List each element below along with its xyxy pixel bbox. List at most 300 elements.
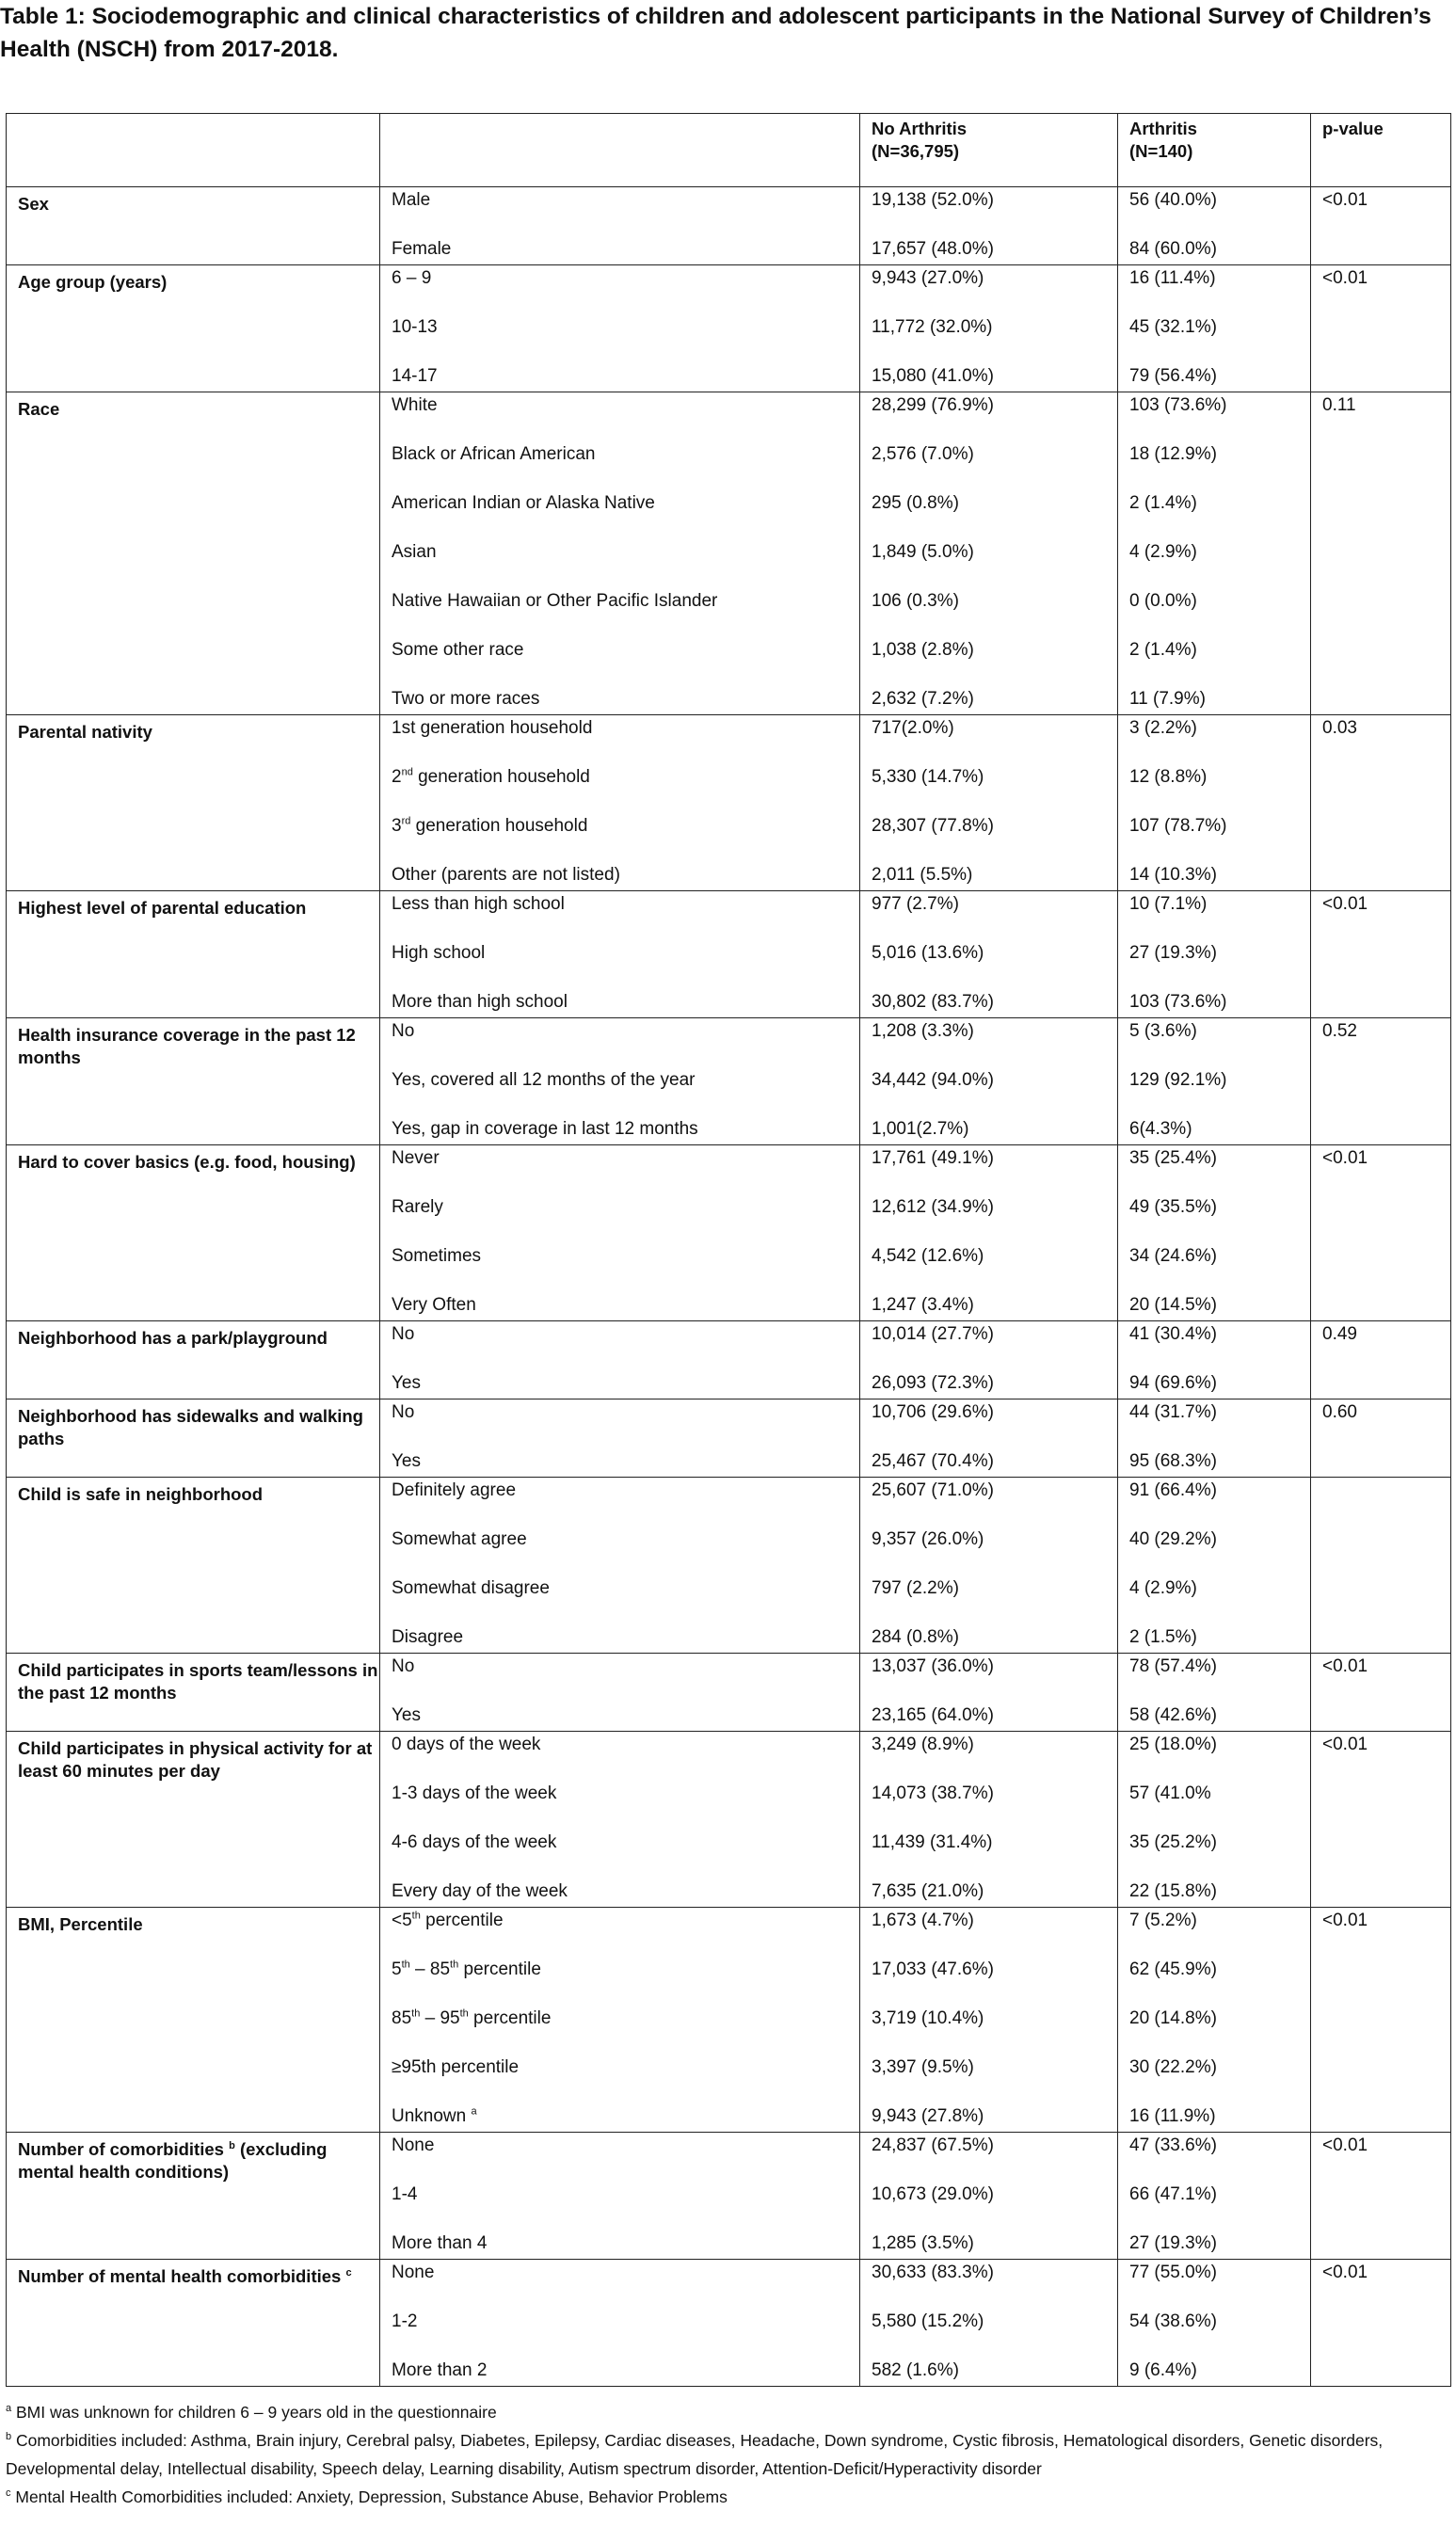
pvalue-cell bbox=[1311, 187, 1451, 265]
level-label bbox=[392, 187, 859, 236]
variable-label: Sex bbox=[18, 194, 49, 214]
level-text: Yes, gap in coverage in last 12 months bbox=[392, 1119, 698, 1139]
arthritis-value: 18 (12.9%) bbox=[1129, 444, 1217, 464]
level-label bbox=[392, 1732, 859, 1781]
arthritis-cell bbox=[1118, 1478, 1311, 1654]
level-label bbox=[392, 2103, 859, 2132]
level-label bbox=[392, 1654, 859, 1703]
arthritis-value: 91 (66.4%) bbox=[1129, 1480, 1217, 1500]
level-label bbox=[392, 2182, 859, 2231]
no-arthritis-value: 17,657 (48.0%) bbox=[872, 239, 994, 259]
arthritis-value: 30 (22.2%) bbox=[1129, 2057, 1217, 2077]
arthritis-value: 78 (57.4%) bbox=[1129, 1656, 1217, 1676]
level-cell bbox=[380, 392, 860, 715]
arthritis-value: 49 (35.5%) bbox=[1129, 1197, 1217, 1217]
level-label bbox=[392, 1145, 859, 1194]
arthritis-value: 2 (1.4%) bbox=[1129, 493, 1197, 513]
pvalue-cell bbox=[1311, 1321, 1451, 1399]
arthritis-value: 77 (55.0%) bbox=[1129, 2263, 1217, 2282]
arthritis-cell bbox=[1118, 2260, 1311, 2387]
level-label bbox=[392, 392, 859, 441]
arthritis-cell bbox=[1118, 1321, 1311, 1399]
table-row bbox=[7, 1478, 1451, 1654]
arthritis-cell bbox=[1118, 1399, 1311, 1478]
level-label bbox=[392, 686, 859, 714]
pvalue-text: <0.01 bbox=[1322, 2135, 1368, 2155]
level-text: Male bbox=[392, 190, 431, 210]
level-text: Very Often bbox=[392, 1295, 476, 1315]
arthritis-cell bbox=[1118, 1654, 1311, 1732]
pvalue-text: <0.01 bbox=[1322, 1911, 1368, 1930]
level-text: percentile bbox=[458, 1959, 541, 1979]
level-superscript: a bbox=[471, 2105, 477, 2118]
characteristics-table bbox=[6, 113, 1451, 2387]
arthritis-cell bbox=[1118, 1908, 1311, 2133]
arthritis-value: 3 (2.2%) bbox=[1129, 718, 1197, 738]
level-label bbox=[392, 1067, 859, 1116]
pvalue-cell bbox=[1311, 891, 1451, 1018]
level-label bbox=[392, 1321, 859, 1370]
footnote-mark: a bbox=[6, 2403, 12, 2415]
footnote-text: Comorbidities included: Asthma, Brain injury, Cerebral palsy, Diabetes, Epilepsy, Cardiac diseases, Headache, Down syndrome, Cystic fibrosis, Hematological disorders, Genetic disorders, Developmental delay, Intellectual disability, Speech delay, Learning disability, Autism spectrum disorder, Attention-Deficit/Hyperactivity disorder bbox=[6, 2431, 1384, 2478]
pvalue-text: <0.01 bbox=[1322, 2263, 1368, 2282]
level-cell bbox=[380, 891, 860, 1018]
level-label bbox=[392, 490, 859, 539]
level-text: 1-4 bbox=[392, 2184, 418, 2204]
level-label bbox=[392, 940, 859, 989]
level-label bbox=[392, 441, 859, 490]
level-cell bbox=[380, 265, 860, 392]
level-text: generation household bbox=[410, 816, 588, 836]
arthritis-value: 103 (73.6%) bbox=[1129, 395, 1227, 415]
footnote-text: Mental Health Comorbidities included: Anxiety, Depression, Substance Abuse, Behavior Problems bbox=[10, 2487, 728, 2506]
level-text: 0 days of the week bbox=[392, 1735, 541, 1754]
no-arthritis-value: 9,357 (26.0%) bbox=[872, 1529, 984, 1549]
no-arthritis-cell bbox=[860, 2260, 1118, 2387]
level-text: Two or more races bbox=[392, 689, 540, 709]
arthritis-value: 84 (60.0%) bbox=[1129, 239, 1217, 259]
no-arthritis-cell bbox=[860, 1399, 1118, 1478]
level-text: Somewhat agree bbox=[392, 1529, 527, 1549]
level-label bbox=[392, 862, 859, 890]
level-text: Asian bbox=[392, 542, 437, 562]
no-arthritis-cell bbox=[860, 1908, 1118, 2133]
level-text: No bbox=[392, 1021, 415, 1041]
level-text: Unknown bbox=[392, 2106, 472, 2126]
arthritis-value: 40 (29.2%) bbox=[1129, 1529, 1217, 1549]
footnotes bbox=[6, 2398, 1451, 2511]
footnote bbox=[6, 2483, 1451, 2511]
arthritis-value: 7 (5.2%) bbox=[1129, 1911, 1197, 1930]
pvalue-text: <0.01 bbox=[1322, 1148, 1368, 1168]
level-prefix: 5 bbox=[392, 1959, 402, 1979]
arthritis-value: 35 (25.2%) bbox=[1129, 1832, 1217, 1852]
level-label bbox=[392, 2055, 859, 2103]
level-text: Yes bbox=[392, 1705, 421, 1725]
variable-label: Highest level of parental education bbox=[18, 898, 307, 918]
variable-cell bbox=[7, 1145, 380, 1321]
level-label bbox=[392, 236, 859, 264]
pvalue-cell bbox=[1311, 715, 1451, 891]
level-text: Definitely agree bbox=[392, 1480, 517, 1500]
arthritis-value: 14 (10.3%) bbox=[1129, 865, 1217, 885]
arthritis-value: 5 (3.6%) bbox=[1129, 1021, 1197, 1041]
level-superscript: th bbox=[450, 1959, 459, 1971]
arthritis-value: 6(4.3%) bbox=[1129, 1119, 1192, 1139]
arthritis-cell bbox=[1118, 891, 1311, 1018]
no-arthritis-value: 11,439 (31.4%) bbox=[872, 1832, 993, 1852]
variable-label: Child participates in sports team/lessons in the past 12 months bbox=[18, 1660, 378, 1703]
variable-cell bbox=[7, 715, 380, 891]
level-label bbox=[392, 1292, 859, 1320]
variable-label-rest: (excluding mental health conditions) bbox=[18, 2139, 328, 2182]
level-superscript: nd bbox=[401, 766, 413, 778]
no-arthritis-value: 34,442 (94.0%) bbox=[872, 1070, 994, 1090]
variable-cell bbox=[7, 891, 380, 1018]
no-arthritis-value: 9,943 (27.0%) bbox=[872, 268, 984, 288]
no-arthritis-cell bbox=[860, 1654, 1118, 1732]
no-arthritis-cell bbox=[860, 1145, 1118, 1321]
level-text: High school bbox=[392, 943, 486, 963]
pvalue-text: <0.01 bbox=[1322, 268, 1368, 288]
table-row bbox=[7, 715, 1451, 891]
table-row bbox=[7, 187, 1451, 265]
variable-label: Neighborhood has sidewalks and walking paths bbox=[18, 1406, 363, 1448]
no-arthritis-cell bbox=[860, 891, 1118, 1018]
level-label bbox=[392, 1116, 859, 1144]
arthritis-value: 45 (32.1%) bbox=[1129, 317, 1217, 337]
level-label bbox=[392, 1370, 859, 1399]
no-arthritis-value: 1,849 (5.0%) bbox=[872, 542, 974, 562]
level-text: Yes bbox=[392, 1373, 421, 1393]
level-label bbox=[392, 1527, 859, 1575]
level-label bbox=[392, 1957, 859, 2006]
no-arthritis-value: 30,802 (83.7%) bbox=[872, 992, 994, 1012]
arthritis-value: 44 (31.7%) bbox=[1129, 1402, 1217, 1422]
level-text: No bbox=[392, 1656, 415, 1676]
pvalue-cell bbox=[1311, 2260, 1451, 2387]
level-superscript: rd bbox=[401, 815, 411, 827]
level-text: 14-17 bbox=[392, 366, 438, 386]
level-cell bbox=[380, 1399, 860, 1478]
header-no-arthritis bbox=[860, 114, 1118, 187]
level-prefix: 2 bbox=[392, 767, 402, 787]
arthritis-value: 56 (40.0%) bbox=[1129, 190, 1217, 210]
variable-label: Health insurance coverage in the past 12 months bbox=[18, 1025, 356, 1067]
no-arthritis-cell bbox=[860, 715, 1118, 891]
arthritis-cell bbox=[1118, 1732, 1311, 1908]
arthritis-value: 62 (45.9%) bbox=[1129, 1959, 1217, 1979]
level-label bbox=[392, 1624, 859, 1653]
level-label bbox=[392, 813, 859, 862]
pvalue-cell bbox=[1311, 1732, 1451, 1908]
level-superscript: th bbox=[401, 1959, 410, 1971]
variable-label: Neighborhood has a park/playground bbox=[18, 1328, 328, 1348]
level-label bbox=[392, 2309, 859, 2358]
no-arthritis-cell bbox=[860, 1321, 1118, 1399]
level-text: percentile bbox=[420, 1911, 504, 1930]
variable-label: Child is safe in neighborhood bbox=[18, 1484, 264, 1504]
header-no-arthritis-label: No Arthritis bbox=[872, 119, 968, 138]
no-arthritis-cell bbox=[860, 1732, 1118, 1908]
arthritis-value: 34 (24.6%) bbox=[1129, 1246, 1217, 1266]
no-arthritis-value: 1,673 (4.7%) bbox=[872, 1911, 974, 1930]
arthritis-value: 27 (19.3%) bbox=[1129, 2233, 1217, 2253]
no-arthritis-cell bbox=[860, 1018, 1118, 1145]
level-text: Disagree bbox=[392, 1627, 464, 1647]
variable-label: Number of comorbidities bbox=[18, 2139, 230, 2159]
no-arthritis-value: 1,208 (3.3%) bbox=[872, 1021, 974, 1041]
no-arthritis-value: 11,772 (32.0%) bbox=[872, 317, 993, 337]
pvalue-text: 0.11 bbox=[1322, 395, 1356, 415]
level-cell bbox=[380, 187, 860, 265]
arthritis-value: 11 (7.9%) bbox=[1129, 689, 1206, 709]
no-arthritis-value: 24,837 (67.5%) bbox=[872, 2135, 994, 2155]
level-superscript: th bbox=[411, 1910, 421, 1922]
level-label bbox=[392, 1781, 859, 1830]
level-text: 1st generation household bbox=[392, 718, 593, 738]
no-arthritis-value: 106 (0.3%) bbox=[872, 591, 959, 611]
level-label bbox=[392, 1399, 859, 1448]
no-arthritis-value: 1,247 (3.4%) bbox=[872, 1295, 974, 1315]
footnote-mark: c bbox=[6, 2487, 11, 2500]
pvalue-text: <0.01 bbox=[1322, 190, 1368, 210]
header-pvalue: p-value bbox=[1311, 114, 1451, 187]
pvalue-text: 0.49 bbox=[1322, 1324, 1357, 1344]
pvalue-cell bbox=[1311, 1145, 1451, 1321]
pvalue-cell bbox=[1311, 265, 1451, 392]
no-arthritis-value: 797 (2.2%) bbox=[872, 1578, 959, 1598]
level-label bbox=[392, 1879, 859, 1907]
pvalue-text: <0.01 bbox=[1322, 1735, 1368, 1754]
level-label bbox=[392, 989, 859, 1017]
arthritis-cell bbox=[1118, 1145, 1311, 1321]
variable-cell bbox=[7, 2133, 380, 2260]
table-row bbox=[7, 1145, 1451, 1321]
arthritis-value: 12 (8.8%) bbox=[1129, 767, 1208, 787]
arthritis-value: 10 (7.1%) bbox=[1129, 894, 1208, 914]
arthritis-value: 129 (92.1%) bbox=[1129, 1070, 1227, 1090]
level-label bbox=[392, 1575, 859, 1624]
table-title: Table 1: Sociodemographic and clinical characteristics of children and adolescent participants in the National Survey of Children’s Health (NSCH) from 2017-2018. bbox=[0, 4, 1432, 62]
no-arthritis-value: 10,014 (27.7%) bbox=[872, 1324, 994, 1344]
level-cell bbox=[380, 1321, 860, 1399]
table-body bbox=[7, 187, 1451, 2387]
level-text: American Indian or Alaska Native bbox=[392, 493, 655, 513]
level-label bbox=[392, 1703, 859, 1731]
variable-label: BMI, Percentile bbox=[18, 1914, 143, 1934]
level-label bbox=[392, 2260, 859, 2309]
arthritis-value: 94 (69.6%) bbox=[1129, 1373, 1217, 1393]
level-superscript: th bbox=[411, 2007, 421, 2020]
table-row bbox=[7, 2133, 1451, 2260]
level-text: percentile bbox=[468, 2008, 552, 2028]
pvalue-text bbox=[1322, 1478, 1450, 1506]
no-arthritis-cell bbox=[860, 2133, 1118, 2260]
level-cell bbox=[380, 1018, 860, 1145]
no-arthritis-value: 2,576 (7.0%) bbox=[872, 444, 974, 464]
variable-label: Child participates in physical activity for at least 60 minutes per day bbox=[18, 1738, 373, 1781]
no-arthritis-value: 284 (0.8%) bbox=[872, 1627, 959, 1647]
no-arthritis-value: 10,706 (29.6%) bbox=[872, 1402, 994, 1422]
variable-cell bbox=[7, 1908, 380, 2133]
arthritis-value: 22 (15.8%) bbox=[1129, 1881, 1217, 1901]
arthritis-value: 25 (18.0%) bbox=[1129, 1735, 1217, 1754]
header-arthritis bbox=[1118, 114, 1311, 187]
no-arthritis-value: 28,307 (77.8%) bbox=[872, 816, 994, 836]
level-label bbox=[392, 588, 859, 637]
level-cell bbox=[380, 2133, 860, 2260]
arthritis-value: 41 (30.4%) bbox=[1129, 1324, 1217, 1344]
variable-cell bbox=[7, 1732, 380, 1908]
variable-label: Race bbox=[18, 399, 60, 419]
level-label bbox=[392, 2358, 859, 2386]
level-cell bbox=[380, 1654, 860, 1732]
footnote-mark: b bbox=[6, 2431, 12, 2443]
table-row bbox=[7, 392, 1451, 715]
header-variable bbox=[7, 114, 380, 187]
arthritis-value: 79 (56.4%) bbox=[1129, 366, 1217, 386]
arthritis-cell bbox=[1118, 392, 1311, 715]
no-arthritis-cell bbox=[860, 187, 1118, 265]
no-arthritis-value: 10,673 (29.0%) bbox=[872, 2184, 994, 2204]
variable-cell bbox=[7, 265, 380, 392]
level-text: None bbox=[392, 2135, 435, 2155]
level-label bbox=[392, 265, 859, 314]
variable-label: Hard to cover basics (e.g. food, housing) bbox=[18, 1152, 356, 1172]
level-label bbox=[392, 891, 859, 940]
level-label bbox=[392, 314, 859, 363]
arthritis-value: 20 (14.8%) bbox=[1129, 2008, 1217, 2028]
header-level bbox=[380, 114, 860, 187]
level-label bbox=[392, 539, 859, 588]
no-arthritis-value: 3,719 (10.4%) bbox=[872, 2008, 984, 2028]
level-text: generation household bbox=[412, 767, 590, 787]
pvalue-cell bbox=[1311, 392, 1451, 715]
level-label bbox=[392, 764, 859, 813]
arthritis-value: 16 (11.4%) bbox=[1129, 268, 1216, 288]
pvalue-cell bbox=[1311, 1478, 1451, 1654]
no-arthritis-value: 23,165 (64.0%) bbox=[872, 1705, 994, 1725]
level-label bbox=[392, 715, 859, 764]
table-row bbox=[7, 891, 1451, 1018]
arthritis-value: 9 (6.4%) bbox=[1129, 2360, 1197, 2380]
level-text: Every day of the week bbox=[392, 1881, 568, 1901]
level-label bbox=[392, 363, 859, 392]
pvalue-cell bbox=[1311, 2133, 1451, 2260]
no-arthritis-value: 5,330 (14.7%) bbox=[872, 767, 984, 787]
table-row bbox=[7, 1018, 1451, 1145]
level-text: ≥95th percentile bbox=[392, 2057, 520, 2077]
no-arthritis-value: 582 (1.6%) bbox=[872, 2360, 959, 2380]
level-text: Native Hawaiian or Other Pacific Islander bbox=[392, 591, 718, 611]
level-text: No bbox=[392, 1324, 415, 1344]
footnote bbox=[6, 2398, 1451, 2426]
variable-label: Age group (years) bbox=[18, 272, 168, 292]
level-label bbox=[392, 1243, 859, 1292]
arthritis-value: 66 (47.1%) bbox=[1129, 2184, 1217, 2204]
variable-cell bbox=[7, 1654, 380, 1732]
arthritis-value: 4 (2.9%) bbox=[1129, 1578, 1197, 1598]
no-arthritis-value: 19,138 (52.0%) bbox=[872, 190, 994, 210]
no-arthritis-value: 28,299 (76.9%) bbox=[872, 395, 994, 415]
level-text: More than high school bbox=[392, 992, 568, 1012]
arthritis-value: 20 (14.5%) bbox=[1129, 1295, 1217, 1315]
arthritis-cell bbox=[1118, 2133, 1311, 2260]
level-prefix: 85 bbox=[392, 2008, 412, 2028]
level-text: Rarely bbox=[392, 1197, 443, 1217]
level-prefix: 3 bbox=[392, 816, 402, 836]
variable-label: Number of mental health comorbidities bbox=[18, 2266, 346, 2286]
no-arthritis-value: 30,633 (83.3%) bbox=[872, 2263, 994, 2282]
table-row bbox=[7, 2260, 1451, 2387]
arthritis-cell bbox=[1118, 1018, 1311, 1145]
no-arthritis-value: 9,943 (27.8%) bbox=[872, 2106, 984, 2126]
pvalue-text: <0.01 bbox=[1322, 894, 1368, 914]
table-row bbox=[7, 1732, 1451, 1908]
level-label bbox=[392, 1194, 859, 1243]
arthritis-value: 95 (68.3%) bbox=[1129, 1451, 1217, 1471]
no-arthritis-value: 15,080 (41.0%) bbox=[872, 366, 994, 386]
arthritis-value: 2 (1.4%) bbox=[1129, 640, 1197, 660]
level-label bbox=[392, 1478, 859, 1527]
no-arthritis-value: 17,033 (47.6%) bbox=[872, 1959, 994, 1979]
arthritis-value: 2 (1.5%) bbox=[1129, 1627, 1197, 1647]
level-cell bbox=[380, 1908, 860, 2133]
pvalue-cell bbox=[1311, 1654, 1451, 1732]
level-text: Never bbox=[392, 1148, 440, 1168]
no-arthritis-value: 1,285 (3.5%) bbox=[872, 2233, 974, 2253]
table-row bbox=[7, 1908, 1451, 2133]
level-superscript: th bbox=[459, 2007, 469, 2020]
no-arthritis-value: 5,580 (15.2%) bbox=[872, 2311, 984, 2331]
level-cell bbox=[380, 1145, 860, 1321]
no-arthritis-value: 3,249 (8.9%) bbox=[872, 1735, 974, 1754]
level-cell bbox=[380, 715, 860, 891]
arthritis-value: 16 (11.9%) bbox=[1129, 2106, 1216, 2126]
variable-cell bbox=[7, 1018, 380, 1145]
level-text: 1-3 days of the week bbox=[392, 1783, 557, 1803]
no-arthritis-value: 14,073 (38.7%) bbox=[872, 1783, 994, 1803]
pvalue-cell bbox=[1311, 1018, 1451, 1145]
table-row bbox=[7, 1321, 1451, 1399]
level-label bbox=[392, 1018, 859, 1067]
level-label bbox=[392, 2231, 859, 2259]
level-label bbox=[392, 2133, 859, 2182]
level-text: Black or African American bbox=[392, 444, 596, 464]
level-text: More than 2 bbox=[392, 2360, 488, 2380]
no-arthritis-cell bbox=[860, 265, 1118, 392]
no-arthritis-value: 17,761 (49.1%) bbox=[872, 1148, 994, 1168]
level-text: Yes, covered all 12 months of the year bbox=[392, 1070, 696, 1090]
level-text: Less than high school bbox=[392, 894, 565, 914]
level-text: Yes bbox=[392, 1451, 421, 1471]
no-arthritis-value: 2,632 (7.2%) bbox=[872, 689, 974, 709]
level-text: 6 – 9 bbox=[392, 268, 432, 288]
level-text: 10-13 bbox=[392, 317, 438, 337]
no-arthritis-value: 2,011 (5.5%) bbox=[872, 865, 973, 885]
no-arthritis-value: 25,607 (71.0%) bbox=[872, 1480, 994, 1500]
variable-footnote-mark: b bbox=[229, 2139, 235, 2151]
arthritis-cell bbox=[1118, 187, 1311, 265]
level-text: More than 4 bbox=[392, 2233, 488, 2253]
variable-cell bbox=[7, 1321, 380, 1399]
level-text: – 95 bbox=[420, 2008, 460, 2028]
level-text: Sometimes bbox=[392, 1246, 482, 1266]
no-arthritis-value: 1,001(2.7%) bbox=[872, 1119, 969, 1139]
arthritis-value: 47 (33.6%) bbox=[1129, 2135, 1217, 2155]
no-arthritis-value: 4,542 (12.6%) bbox=[872, 1246, 984, 1266]
